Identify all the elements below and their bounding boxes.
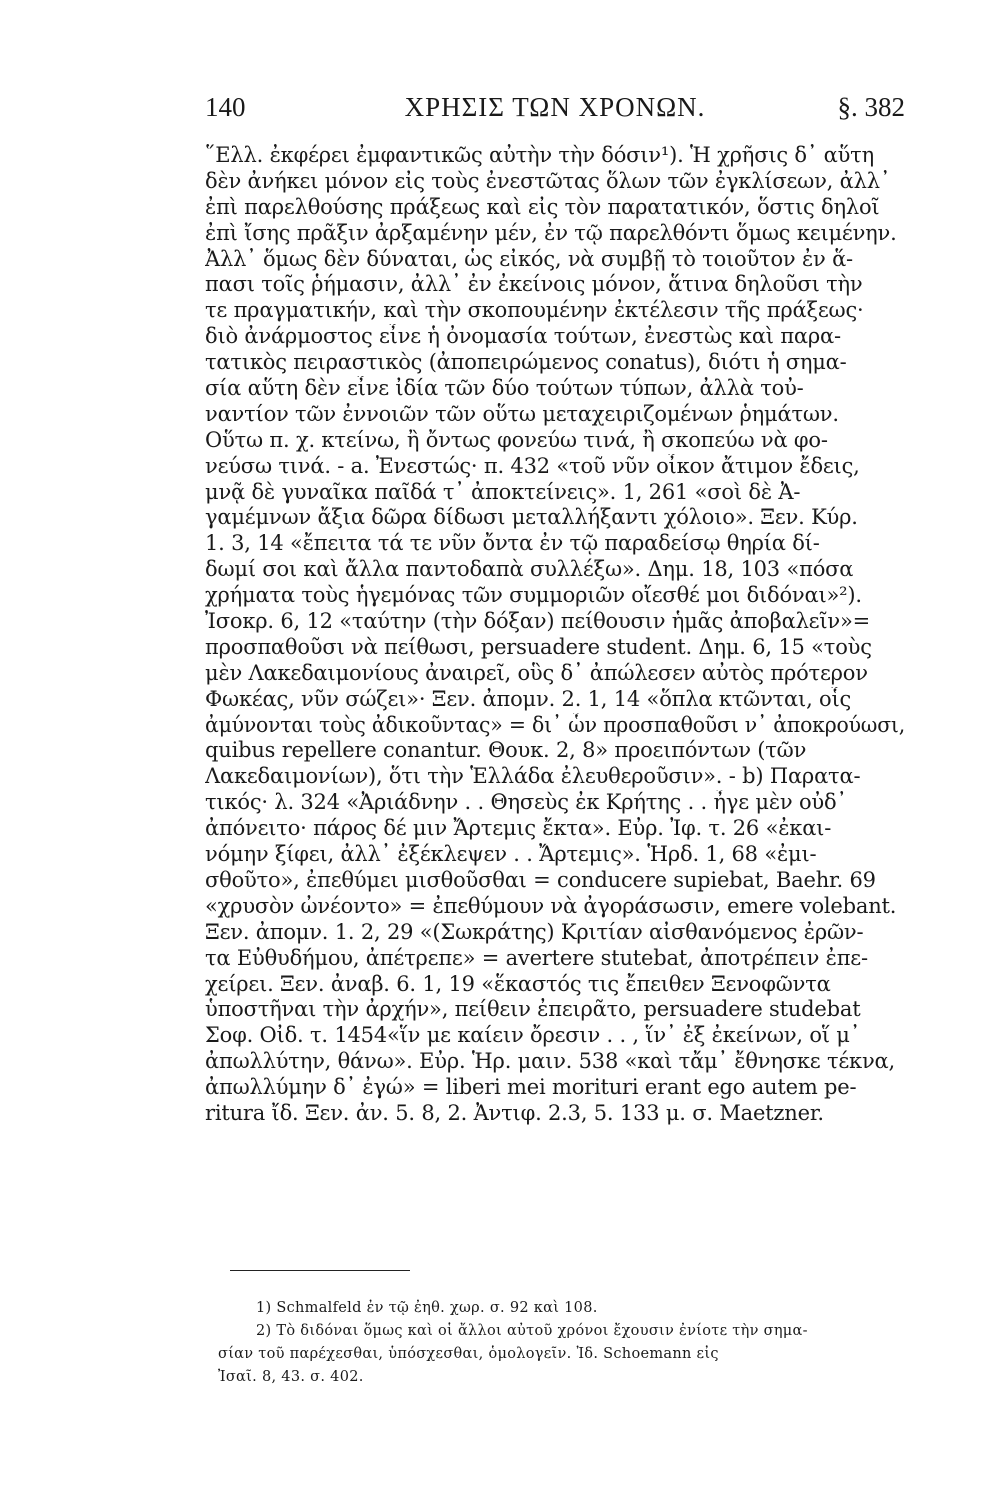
text-line: quibus repellere conantur. Θουκ. 2, 8» προειπόντων (τῶν bbox=[205, 738, 807, 763]
text-line: μὲν Λακεδαιμονίους ἀναιρεῖ, οὓς δ᾽ ἀπώλεσεν αὐτὸς πρότερον bbox=[205, 660, 868, 685]
text-line: χρήματα τοὺς ἡγεμόνας τῶν συμμοριῶν οἴεσθέ μοι διδόναι»²). bbox=[205, 583, 862, 608]
text-line: Οὕτω π. χ. κτείνω, ἢ ὄντως φονεύω τινά, ἢ σκοπεύω νὰ φο- bbox=[205, 427, 828, 452]
text-line: ἀπωλλύτην, θάνω». Εὐρ. Ἡρ. μαιν. 538 «καὶ τἄμ᾽ ἔθνησκε τέκνα, bbox=[205, 1049, 895, 1074]
text-line: τικός· λ. 324 «Ἀριάδνην . . Θησεὺς ἐκ Κρήτης . . ἦγε μὲν οὐδ᾽ bbox=[205, 790, 847, 815]
footnote-line: 2) Τὸ διδόναι ὅμως καὶ οἱ ἄλλοι αὐτοῦ χρόνοι ἔχουσιν ἐνίοτε τὴν σημα- bbox=[256, 1323, 808, 1339]
text-line: ἀμύνονται τοὺς ἀδικοῦντας» = δι᾽ ὧν προσπαθοῦσι ν᾽ ἀποκρούωσι, bbox=[205, 712, 905, 737]
running-header bbox=[205, 92, 905, 132]
text-line: πασι τοῖς ῥήμασιν, ἀλλ᾽ ἐν ἐκείνοις μόνον, ἅτινα δηλοῦσι τὴν bbox=[205, 272, 863, 297]
running-title: ΧΡΗΣΙΣ ΤΩΝ ΧΡΟΝΩΝ. bbox=[404, 92, 706, 122]
text-line: ῞Ελλ. ἐκφέρει ἐμφαντικῶς αὐτὴν τὴν δόσιν¹). Ἡ χρῆσις δ᾽ αὕτη bbox=[205, 143, 874, 167]
text-line: ἐπὶ παρελθούσης πράξεως καὶ εἰς τὸν παρατατικόν, ὅστις δηλοῖ bbox=[205, 194, 880, 219]
text-line: νόμην ξίφει, ἀλλ᾽ ἐξέκλεψεν . . Ἄρτεμις». Ἡρδ. 1, 68 «ἐμι- bbox=[205, 842, 817, 867]
text-line: Ξεν. ἀπομν. 1. 2, 29 «(Σωκράτης) Κριτίαν αἰσθανόμενος ἐρῶν- bbox=[205, 919, 864, 944]
text-line: γαμέμνων ἄξια δῶρα δίδωσι μεταλλήξαντι χόλοιο». Ξεν. Κύρ. bbox=[205, 505, 858, 530]
main-text bbox=[205, 143, 905, 1127]
text-line: Φωκέας, νῦν σώζει»· Ξεν. ἀπομν. 2. 1, 14 «ὅπλα κτῶνται, οἷς bbox=[205, 686, 852, 711]
text-line: ritura ἴδ. Ξεν. ἀν. 5. 8, 2. Ἀντιφ. 2.3, 5. 133 μ. σ. Maetzner. bbox=[205, 1100, 824, 1125]
section-number: §. 382 bbox=[837, 92, 905, 122]
text-line: σία αὕτη δὲν εἶνε ἰδία τῶν δύο τούτων τύπων, ἀλλὰ τοὐ- bbox=[205, 376, 804, 401]
footnotes bbox=[218, 1297, 908, 1389]
text-line: νεύσω τινά. - a. Ἐνεστώς· π. 432 «τοῦ νῦν οἶκον ἄτιμον ἔδεις, bbox=[205, 453, 860, 478]
text-line: τα Εὐθυδήμου, ἀπέτρεπε» = avertere stutebat, ἀποτρέπειν ἐπε- bbox=[205, 945, 868, 970]
page-number: 140 bbox=[205, 92, 246, 122]
text-line: 1. 3, 14 «ἔπειτα τά τε νῦν ὄντα ἐν τῷ παραδείσῳ θηρία δί- bbox=[205, 531, 820, 556]
text-line: Ἰσοκρ. 6, 12 «ταύτην (τὴν δόξαν) πείθουσιν ἡμᾶς ἀποβαλεῖν»= bbox=[205, 609, 871, 634]
text-line: δὲν ἀνήκει μόνον εἰς τοὺς ἐνεστῶτας ὅλων τῶν ἐγκλίσεων, ἀλλ᾽ bbox=[205, 168, 891, 193]
text-line: τατικὸς πειραστικὸς (ἀποπειρώμενος conatus), διότι ἡ σημα- bbox=[205, 350, 847, 375]
text-line: δωμί σοι καὶ ἄλλα παντοδαπὰ συλλέξω». Δημ. 18, 103 «πόσα bbox=[205, 557, 854, 582]
text-line: Ἀλλ᾽ ὅμως δὲν δύναται, ὡς εἰκός, νὰ συμβῇ τὸ τοιοῦτον ἐν ἅ- bbox=[205, 246, 853, 271]
footnote-line: σίαν τοῦ παρέχεσθαι, ὑπόσχεσθαι, ὁμολογεῖν. Ἰδ. Schoemann εἰς bbox=[218, 1346, 719, 1362]
text-line: χείρει. Ξεν. ἀναβ. 6. 1, 19 «ἕκαστός τις ἔπειθεν Ξενοφῶντα bbox=[205, 971, 831, 996]
text-line: διὸ ἀνάρμοστος εἶνε ἡ ὀνομασία τούτων, ἐνεστὼς καὶ παρα- bbox=[205, 324, 841, 349]
footnote-rule bbox=[230, 1270, 410, 1271]
text-line: Σοφ. Οἰδ. τ. 1454«ἵν με καίειν ὄρεσιν . . , ἵν᾽ ἐξ ἐκείνων, οἵ μ᾽ bbox=[205, 1023, 861, 1048]
text-line: μνᾷ δὲ γυναῖκα παῖδά τ᾽ ἀποκτείνεις». 1, 261 «σοὶ δὲ Ἀ- bbox=[205, 479, 801, 504]
text-line: ἀπωλλύμην δ᾽ ἐγώ» = liberi mei morituri erant ego autem pe- bbox=[205, 1075, 857, 1100]
text-line: τε πραγματικήν, καὶ τὴν σκοπουμένην ἐκτέλεσιν τῆς πράξεως· bbox=[205, 298, 864, 323]
text-line: ναντίον τῶν ἐννοιῶν τῶν οὕτω μεταχειριζομένων ῥημάτων. bbox=[205, 401, 839, 426]
text-line: σθοῦτο», ἐπεθύμει μισθοῦσθαι = conducere supiebat, Baehr. 69 bbox=[205, 867, 876, 892]
text-line: Λακεδαιμονίων), ὅτι τὴν Ἑλλάδα ἐλευθεροῦσιν». - b) Παρατα- bbox=[205, 764, 861, 789]
text-line: «χρυσὸν ὠνέοντο» = ἐπεθύμουν νὰ ἀγοράσωσιν, emere volebant. bbox=[205, 893, 897, 918]
text-line: ἀπόνειτο· πάρος δέ μιν Ἄρτεμις ἔκτα». Εὐρ. Ἰφ. τ. 26 «ἐκαι- bbox=[205, 816, 832, 841]
text-line: ὑποστῆναι τὴν ἀρχήν», πείθειν ἐπειρᾶτο, persuadere studebat bbox=[205, 997, 861, 1022]
text-line: ἐπὶ ἴσης πρᾶξιν ἀρξαμένην μέν, ἐν τῷ παρελθόντι ὅμως κειμένην. bbox=[205, 220, 897, 245]
footnote-line: Ἰσαῖ. 8, 43. σ. 402. bbox=[218, 1369, 364, 1385]
footnote-line: 1) Schmalfeld ἐν τῷ ἐηθ. χωρ. σ. 92 καὶ 108. bbox=[256, 1300, 598, 1316]
text-line: προσπαθοῦσι νὰ πείθωσι, persuadere student. Δημ. 6, 15 «τοὺς bbox=[205, 634, 872, 659]
